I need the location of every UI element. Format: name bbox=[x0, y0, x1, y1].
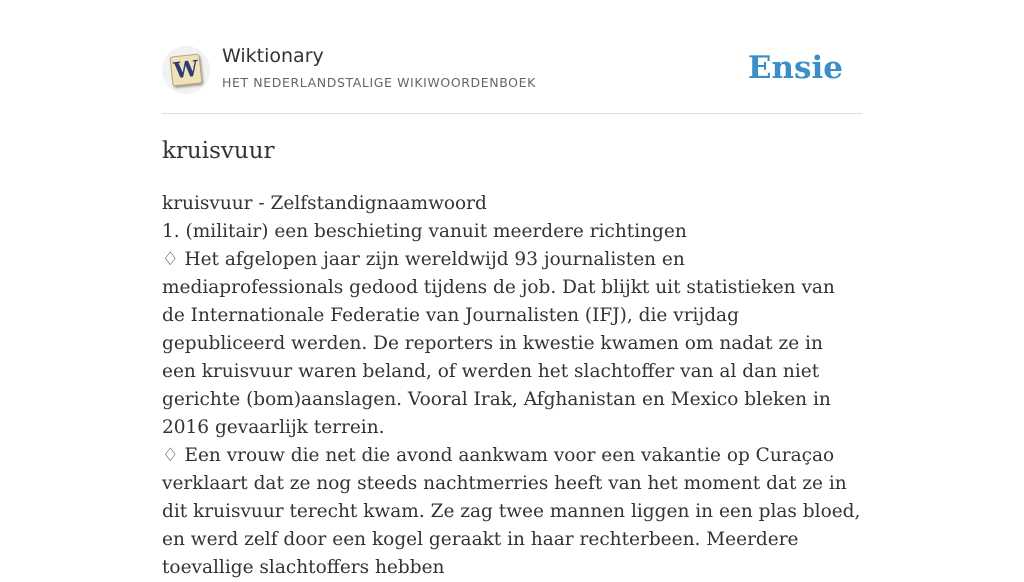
site-header bbox=[162, 0, 862, 114]
ensie-brand-logo[interactable]: Ensie bbox=[747, 50, 843, 86]
wiktionary-logo-icon: W bbox=[170, 54, 203, 87]
site-title[interactable]: Wiktionary bbox=[222, 45, 324, 67]
example-sentence: ♢ Het afgelopen jaar zijn wereldwijd 93 journalisten en mediaprofessionals gedood tijdens de job. Dat blijkt uit statistieken van de Internationale Federatie van Journalisten (IFJ), die vrijdag gepubliceerd werden. De reporters in kwestie kwamen om nadat ze in een kruisvuur waren beland, of werden het slachtoffer van al dan niet gerichte (bom)aanslagen. Vooral Irak, Afghanistan en Mexico bleken in 2016 gevaarlijk terrein. bbox=[162, 249, 835, 438]
page bbox=[162, 0, 862, 578]
word-class-line: kruisvuur - Zelfstandignaamwoord bbox=[162, 193, 487, 214]
page-title: kruisvuur bbox=[162, 138, 275, 164]
definition: 1. (militair) een beschieting vanuit meerdere richtingen bbox=[162, 221, 687, 242]
example-sentence: ♢ Een vrouw die net die avond aankwam voor een vakantie op Curaçao verklaart dat ze nog steeds nachtmerries heeft van het moment dat ze in dit kruisvuur terecht kwam. Ze zag twee mannen liggen in een plas bloed, en werd zelf door een kogel geraakt in haar rechterbeen. Meerdere toevallige slachtoffers hebben bbox=[162, 445, 861, 578]
site-subtitle: HET NEDERLANDSTALIGE WIKIWOORDENBOEK bbox=[222, 75, 536, 90]
entry-body bbox=[162, 190, 862, 582]
wiktionary-logo[interactable] bbox=[162, 46, 210, 94]
